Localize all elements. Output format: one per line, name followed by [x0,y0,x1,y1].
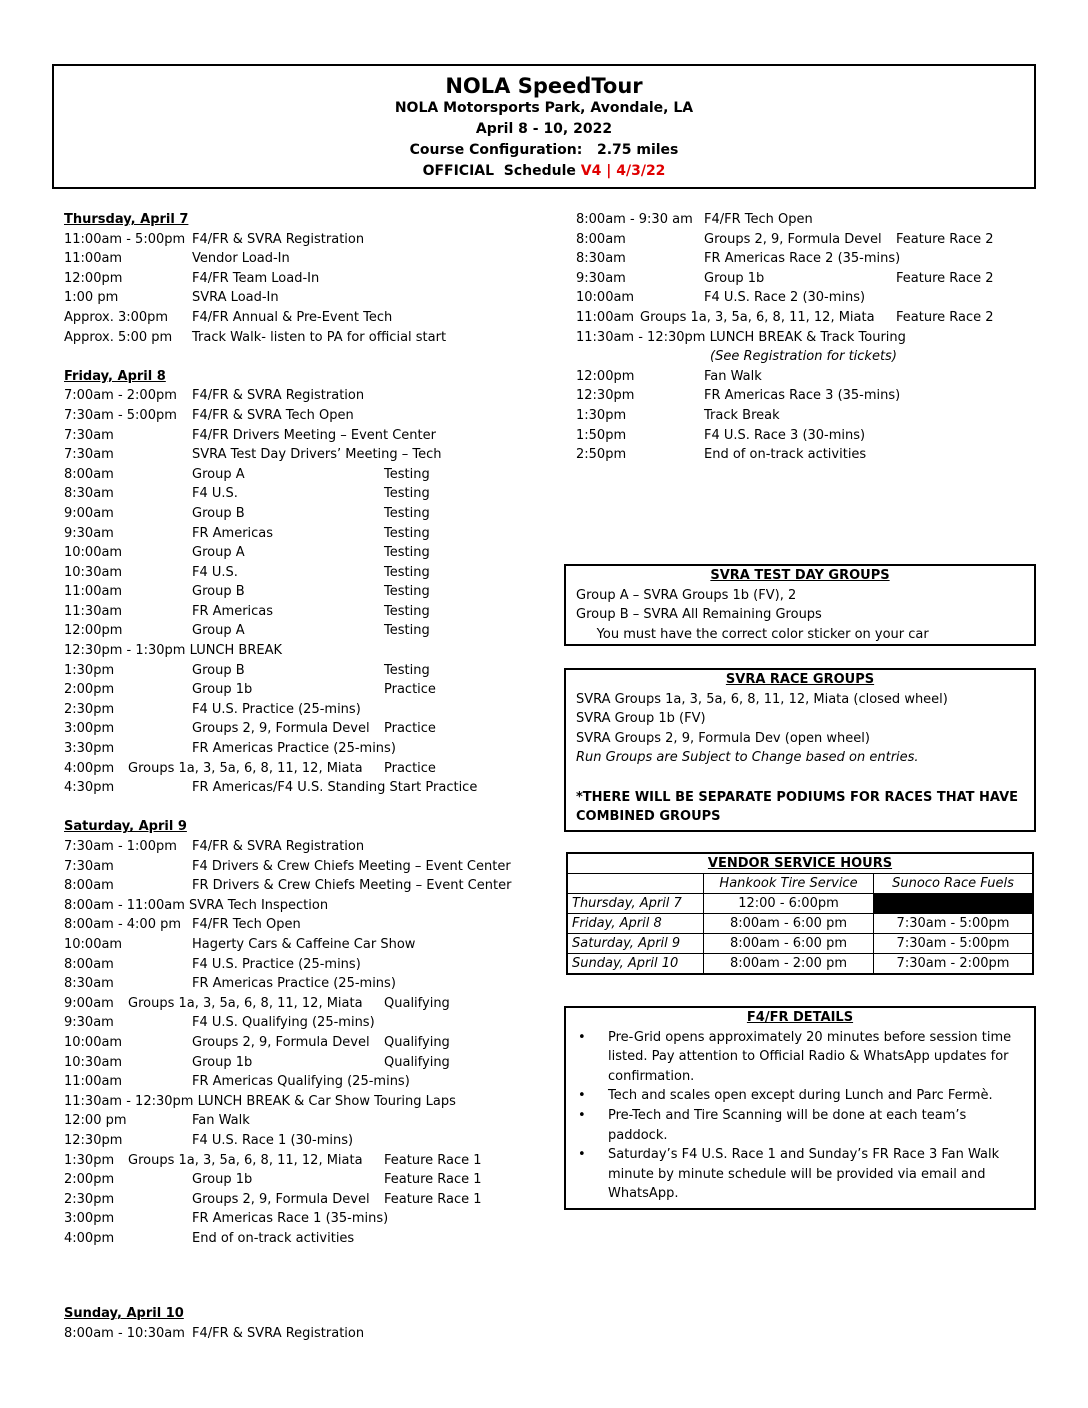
schedule-row [64,680,544,700]
schedule-event: F4/FR & SVRA Registration [192,1325,365,1341]
schedule-event: Groups 2, 9, Formula Devel [192,1191,370,1207]
schedule-event: LUNCH BREAK & Car Show Touring Laps [197,1093,456,1109]
vendor-sunoco-hours: 7:30am - 5:00pm [874,914,1033,934]
vendor-hours-table [567,853,1033,974]
schedule-event: Groups 1a, 3, 5a, 6, 8, 11, 12, Miata [128,760,363,776]
schedule-time: 2:50pm [576,447,627,463]
schedule-event: Groups 2, 9, Formula Devel [192,721,370,737]
schedule-row [64,778,544,798]
schedule-time: 3:00pm [64,1211,115,1227]
schedule-time: 11:00am [64,1074,123,1090]
schedule-session: Feature Race 2 [896,231,994,247]
schedule-time: 8:00am - 10:30am [64,1325,185,1341]
details-title: F4/FR DETAILS [746,1010,854,1025]
schedule-event: Group A [192,545,245,561]
details-item-text: Pre-Tech and Tire Scanning will be done at each team’s paddock. [608,1107,967,1143]
race-groups-title: SVRA RACE GROUPS [725,672,875,687]
schedule-time: 11:00am - 5:00pm [64,231,186,247]
schedule-event: Groups 1a, 3, 5a, 6, 8, 11, 12, Miata [128,1152,363,1168]
spacer [566,768,1034,788]
schedule-event: Fan Walk [704,368,762,384]
day-heading-friday: Friday, April 8 [64,368,166,384]
schedule-time: 10:00am [64,936,123,952]
schedule-event: F4/FR & SVRA Registration [192,839,365,854]
schedule-time: 12:00 pm [64,1113,127,1129]
left-schedule-column [64,210,544,1248]
schedule-event: Groups 2, 9, Formula Devel [192,1034,370,1050]
schedule-row [64,1131,544,1151]
schedule-time: Approx. 5:00 pm [64,329,173,345]
schedule-row [64,386,544,406]
schedule-time: 1:30pm [64,662,115,678]
schedule-event: F4/FR Tech Open [704,212,813,227]
vendor-sunoco-hours: 7:30am - 5:00pm [874,934,1033,954]
schedule-time: 12:30pm [64,1132,123,1148]
schedule-row [64,974,544,994]
schedule-version-line [54,161,1034,182]
schedule-event: LUNCH BREAK [189,643,282,659]
f4-fr-details-box [564,1006,1036,1210]
schedule-event: End of on-track activities [704,447,867,463]
schedule-event: Group B [192,584,245,600]
schedule-row [64,994,544,1014]
vendor-row [568,894,1033,914]
schedule-time: 11:30am [64,603,123,619]
schedule-time: 4:30pm [64,780,115,796]
schedule-time: 8:00am - 11:00am [64,897,185,913]
schedule-row [576,308,1036,328]
day-heading-sunday: Sunday, April 10 [64,1306,184,1321]
schedule-event: Hagerty Cars & Caffeine Car Show [192,936,416,952]
schedule-row [64,621,544,641]
schedule-row [64,328,544,348]
schedule-row [576,230,1036,250]
schedule-time: 1:30pm [64,1152,115,1168]
schedule-row [576,445,1036,465]
schedule-row [64,602,544,622]
schedule-row [64,543,544,563]
schedule-event: FR Americas Race 3 (35-mins) [704,388,901,404]
schedule-time: 12:00pm [64,270,123,286]
schedule-row [576,328,1036,348]
schedule-event: Groups 2, 9, Formula Devel [704,231,882,247]
schedule-session: Testing [384,584,430,600]
schedule-event: Groups 1a, 3, 5a, 6, 8, 11, 12, Miata [128,995,363,1011]
schedule-time: 4:00pm [64,760,115,776]
schedule-time: 9:00am [64,995,114,1011]
schedule-event: Group A [192,466,245,482]
schedule-session: Feature Race 1 [384,1172,482,1188]
test-day-group-a: Group A – SVRA Groups 1b (FV), 2 [576,587,797,603]
schedule-event: F4/FR & SVRA Registration [192,231,365,247]
schedule-session: Feature Race 2 [896,309,994,325]
schedule-event: FR Americas [192,525,274,541]
details-item-text: Tech and scales open except during Lunch and Parc Fermè. [608,1088,993,1104]
schedule-time: 7:30am [64,447,114,463]
schedule-row [64,484,544,504]
schedule-time: 10:00am [64,1034,123,1050]
schedule-row [64,249,544,269]
schedule-time: 10:00am [64,545,123,561]
schedule-time: 10:30am [64,564,123,580]
schedule-row [64,739,544,759]
schedule-event: F4 U.S. [192,486,238,502]
vendor-header-sunoco: Sunoco Race Fuels [874,874,1033,894]
schedule-row [64,288,544,308]
schedule-row [64,1190,544,1210]
event-venue: NOLA Motorsports Park, Avondale, LA [394,100,694,116]
details-item [566,1106,1034,1145]
race-group-open-wheel: SVRA Groups 2, 9, Formula Dev (open wheel) [576,730,870,746]
schedule-label: OFFICIAL Schedule [422,163,581,179]
podium-note-line-2: COMBINED GROUPS [576,809,721,825]
details-item [566,1028,1034,1087]
schedule-event: FR Americas [192,603,274,619]
schedule-row [64,563,544,583]
schedule-time: 12:30pm [576,388,635,404]
schedule-row [64,857,544,877]
schedule-event: FR Americas Practice (25-mins) [192,976,396,992]
schedule-row [64,661,544,681]
schedule-session: Practice [384,721,436,737]
schedule-event: F4 U.S. [192,564,238,580]
schedule-row [64,308,544,328]
sunday-schedule-continued [576,210,1036,465]
schedule-time: 8:00am - 4:00 pm [64,917,182,933]
schedule-session: Testing [384,525,430,541]
schedule-row [64,1092,544,1112]
schedule-event: Group 1b [192,682,253,698]
test-day-groups-title: SVRA TEST DAY GROUPS [710,568,890,583]
vendor-hankook-hours: 12:00 - 6:00pm [704,894,874,914]
vendor-hankook-hours: 8:00am - 6:00 pm [704,914,874,934]
schedule-row [64,1111,544,1131]
schedule-time: 7:30am - 5:00pm [64,407,177,423]
schedule-time: 12:30pm - 1:30pm [64,643,186,659]
schedule-session: Qualifying [384,1054,450,1070]
schedule-session: Testing [384,662,430,678]
test-day-sticker-note: You must have the correct color sticker on your car [576,626,929,642]
schedule-event: F4 U.S. Race 2 (30-mins) [704,290,866,306]
schedule-row [64,582,544,602]
schedule-event: FR Americas Race 2 (35-mins) [704,251,901,267]
schedule-time: 8:30am [64,976,114,992]
schedule-time: 10:00am [576,290,635,306]
header-box [52,64,1036,189]
schedule-row [64,406,544,426]
bullet-icon: • [578,1107,586,1123]
schedule-time: 8:00am [64,878,114,894]
schedule-row [64,445,544,465]
schedule-row [64,1151,544,1171]
spacer [64,347,544,367]
schedule-time: 8:00am [64,956,114,972]
schedule-event: F4/FR Tech Open [192,917,301,933]
schedule-session: Testing [384,486,430,502]
schedule-time: 8:00am [64,466,114,482]
schedule-time: 9:00am [64,505,114,521]
vendor-row [568,954,1033,974]
schedule-event: F4/FR & SVRA Registration [192,388,365,404]
schedule-time: 9:30am [64,525,114,541]
schedule-time: 8:00am - 9:30 am [576,212,693,227]
schedule-session: Testing [384,505,430,521]
schedule-time: 9:30am [64,1015,114,1031]
schedule-time: 7:30am [64,427,114,443]
schedule-event: End of on-track activities [192,1230,355,1246]
race-group-fv: SVRA Group 1b (FV) [576,711,706,727]
schedule-event: F4 U.S. Race 1 (30-mins) [192,1132,354,1148]
vendor-hankook-hours: 8:00am - 6:00 pm [704,934,874,954]
schedule-time: 11:30am - 12:30pm [64,1093,194,1109]
schedule-row [64,915,544,935]
schedule-row [64,641,544,661]
schedule-event: Vendor Load-In [192,251,290,267]
schedule-event: F4/FR Drivers Meeting – Event Center [192,427,436,443]
schedule-row [576,347,1036,367]
schedule-time: 7:00am - 2:00pm [64,388,177,404]
schedule-row [576,210,1036,230]
vendor-hankook-hours: 8:00am - 2:00 pm [704,954,874,974]
schedule-event: F4 U.S. Practice (25-mins) [192,701,361,717]
schedule-event: (See Registration for tickets) [710,349,897,365]
schedule-row [64,1229,544,1249]
schedule-event: F4/FR & SVRA Tech Open [192,407,354,423]
sunday-schedule [64,1324,544,1344]
schedule-time: 11:00am [64,584,123,600]
day-heading-thursday: Thursday, April 7 [64,212,189,227]
schedule-time: 9:30am [576,270,626,286]
schedule-session: Practice [384,682,436,698]
schedule-row [64,1033,544,1053]
schedule-time: 11:30am - 12:30pm [576,329,706,345]
schedule-event: F4 Drivers & Crew Chiefs Meeting – Event Center [192,858,511,874]
event-title: NOLA SpeedTour [445,74,643,98]
schedule-event: SVRA Test Day Drivers’ Meeting – Tech [192,447,442,463]
bullet-icon: • [578,1029,586,1045]
saturday-schedule [64,837,544,1248]
schedule-time: 7:30am [64,858,114,874]
schedule-time: Approx. 3:00pm [64,309,169,325]
spacer [64,798,544,818]
schedule-event: SVRA Tech Inspection [189,897,329,913]
schedule-row [64,700,544,720]
schedule-row [64,955,544,975]
schedule-event: Group 1b [704,270,765,286]
schedule-event: Fan Walk [192,1113,250,1129]
vendor-day: Sunday, April 10 [568,954,704,974]
schedule-row [64,230,544,250]
schedule-time: 2:30pm [64,1191,115,1207]
schedule-row [64,504,544,524]
schedule-session: Testing [384,603,430,619]
bullet-icon: • [578,1147,586,1163]
vendor-hours-title: VENDOR SERVICE HOURS [568,854,1033,874]
schedule-row [576,426,1036,446]
svra-test-day-groups-box [564,564,1036,646]
schedule-session: Practice [384,760,436,776]
vendor-sunoco-closed [874,894,1033,914]
schedule-event: Group A [192,623,245,639]
schedule-session: Testing [384,564,430,580]
schedule-time: 8:30am [576,251,626,267]
schedule-event: F4 U.S. Race 3 (30-mins) [704,427,866,443]
race-groups-change-note: Run Groups are Subject to Change based on entries. [576,750,919,766]
schedule-time: 12:00pm [64,623,123,639]
schedule-row [576,288,1036,308]
schedule-time: 8:00am [576,231,626,247]
schedule-event: Group B [192,662,245,678]
schedule-session: Feature Race 2 [896,270,994,286]
schedule-time: 10:30am [64,1054,123,1070]
schedule-time: 8:30am [64,486,114,502]
podium-note-line-1: *THERE WILL BE SEPARATE PODIUMS FOR RACES THAT HAVE [576,789,1019,805]
sunday-column-start [64,1304,544,1343]
schedule-event: FR Americas/F4 U.S. Standing Start Practice [192,780,478,796]
vendor-service-hours-box [566,852,1034,975]
schedule-event: F4 U.S. Practice (25-mins) [192,956,361,972]
details-item-text: Pre-Grid opens approximately 20 minutes before session time listed. Pay attention to Official Radio & WhatsApp updates for confirmation. [608,1029,1012,1084]
race-group-closed-wheel: SVRA Groups 1a, 3, 5a, 6, 8, 11, 12, Miata (closed wheel) [576,691,948,707]
schedule-row [64,426,544,446]
thursday-schedule [64,230,544,348]
bullet-icon: • [578,1088,586,1104]
schedule-session: Testing [384,623,430,639]
schedule-row [64,876,544,896]
schedule-time: 1:30pm [576,407,627,423]
friday-schedule [64,386,544,797]
schedule-row [576,406,1036,426]
event-dates: April 8 - 10, 2022 [475,121,613,137]
schedule-row [64,269,544,289]
schedule-row [64,1170,544,1190]
schedule-row [576,367,1036,387]
schedule-row [64,524,544,544]
schedule-time: 4:00pm [64,1230,115,1246]
schedule-time: 11:00am [576,309,635,325]
schedule-row [64,896,544,916]
details-item-text: Saturday’s F4 U.S. Race 1 and Sunday’s FR Race 3 Fan Walk minute by minute schedule will be provided via email and WhatsApp. [608,1147,1000,1202]
right-schedule-column [576,210,1036,465]
schedule-session: Qualifying [384,995,450,1011]
schedule-session: Testing [384,545,430,561]
vendor-day: Friday, April 8 [568,914,704,934]
schedule-version: V4 | 4/3/22 [580,163,666,179]
schedule-row [64,837,544,857]
details-item [566,1145,1034,1204]
schedule-session: Qualifying [384,1034,450,1050]
schedule-row [576,386,1036,406]
schedule-event: FR Americas Practice (25-mins) [192,741,396,757]
schedule-time: 7:30am - 1:00pm [64,839,177,854]
schedule-event: LUNCH BREAK & Track Touring [709,329,906,345]
schedule-event: Groups 1a, 3, 5a, 6, 8, 11, 12, Miata [640,309,875,325]
schedule-row [64,465,544,485]
schedule-session: Feature Race 1 [384,1191,482,1207]
schedule-row [64,1324,544,1344]
schedule-time: 2:30pm [64,701,115,717]
schedule-event: FR Americas Race 1 (35-mins) [192,1211,389,1227]
schedule-row [64,719,544,739]
day-heading-saturday: Saturday, April 9 [64,819,187,835]
schedule-row [64,1053,544,1073]
schedule-row [64,1013,544,1033]
schedule-time: 1:00 pm [64,290,119,306]
schedule-row [64,759,544,779]
schedule-event: Group B [192,505,245,521]
details-item [566,1086,1034,1106]
schedule-event: FR Drivers & Crew Chiefs Meeting – Event Center [192,878,512,894]
schedule-event: Group 1b [192,1054,253,1070]
vendor-day: Thursday, April 7 [568,894,704,914]
schedule-event: Track Break [704,407,780,423]
schedule-time: 2:00pm [64,682,115,698]
schedule-event: FR Americas Qualifying (25-mins) [192,1074,410,1090]
schedule-time: 1:50pm [576,427,627,443]
test-day-group-b: Group B – SVRA All Remaining Groups [576,607,822,623]
schedule-event: Group 1b [192,1172,253,1188]
vendor-row [568,934,1033,954]
schedule-event: F4/FR Team Load-In [192,270,320,286]
vendor-sunoco-hours: 7:30am - 2:00pm [874,954,1033,974]
schedule-time: 2:00pm [64,1172,115,1188]
schedule-time: 11:00am [64,251,123,267]
schedule-event: F4 U.S. Qualifying (25-mins) [192,1015,375,1031]
schedule-row [576,249,1036,269]
course-configuration: Course Configuration: 2.75 miles [409,142,679,158]
schedule-time: 3:00pm [64,721,115,737]
schedule-time: 3:30pm [64,741,115,757]
schedule-session: Testing [384,466,430,482]
vendor-row [568,914,1033,934]
schedule-row [64,935,544,955]
vendor-day: Saturday, April 9 [568,934,704,954]
schedule-time: 12:00pm [576,368,635,384]
vendor-header-hankook: Hankook Tire Service [704,874,874,894]
schedule-event: Track Walk- listen to PA for official start [192,329,447,345]
details-list [566,1028,1034,1204]
vendor-header-blank [568,874,704,894]
schedule-event: F4/FR Annual & Pre-Event Tech [192,309,393,325]
schedule-session: Feature Race 1 [384,1152,482,1168]
schedule-row [64,1072,544,1092]
schedule-row [64,1209,544,1229]
schedule-event: SVRA Load-In [192,290,279,306]
svra-race-groups-box [564,668,1036,832]
schedule-row [576,269,1036,289]
